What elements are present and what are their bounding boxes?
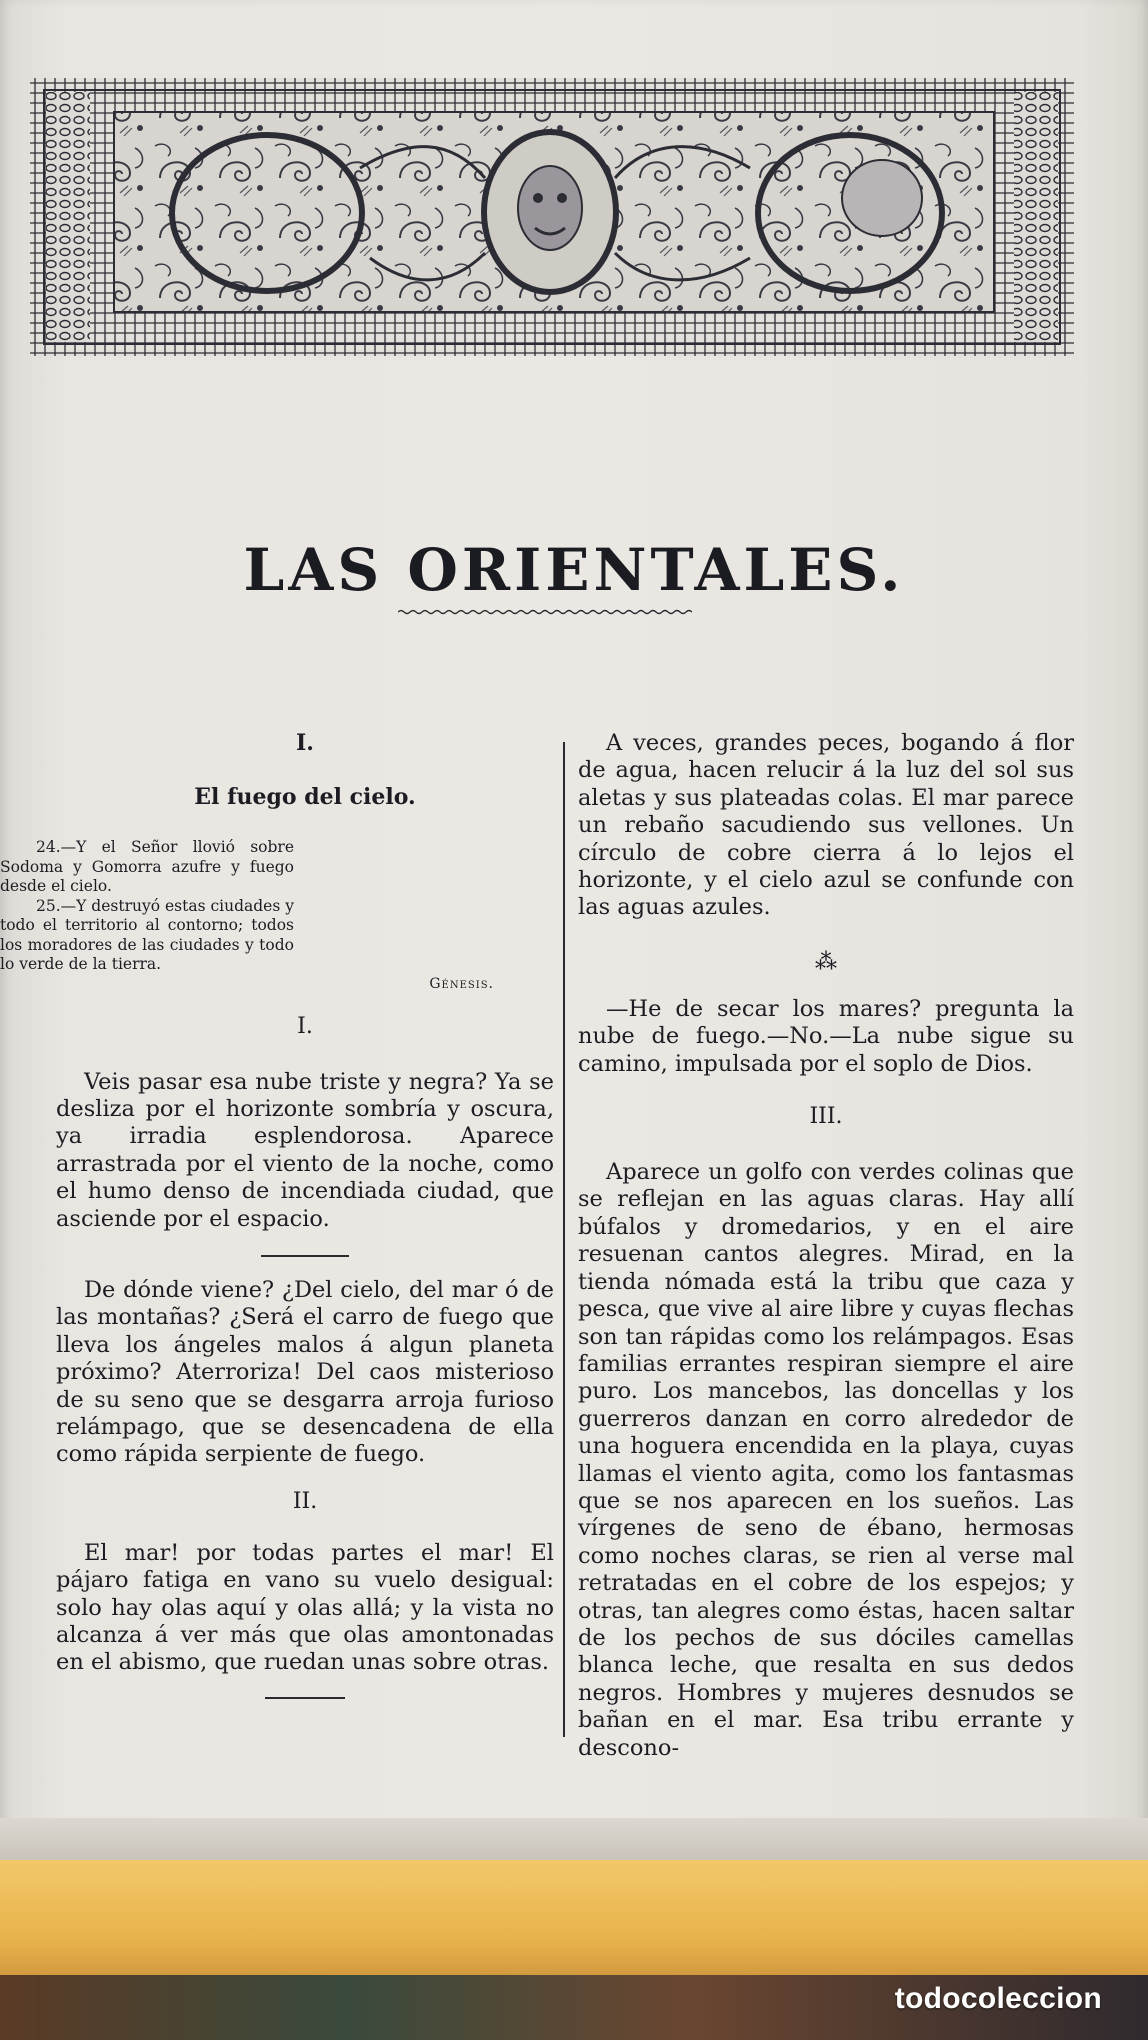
section-paragraph: El mar! por todas partes el mar! El pájaro fatiga en vano su vuelo desigual: solo hay olas aquí y olas allá; y la vista no alcanza á ver más que olas amontonadas en el abismo, que ruedan unas sobre otras. [56,1539,554,1676]
section-label: II. [292,1488,318,1514]
epigraph-verse: 25.—Y destruyó estas ciudades y todo el territorio al contorno; todos los moradores de las ciudades y todo lo verde de la tierra. [0,896,294,973]
right-column [578,730,1074,1762]
epigraph [0,838,554,992]
asterism-icon: ⁂ [815,949,837,975]
section-label: I. [297,1013,313,1039]
column-divider [563,742,565,1737]
part-number: I. [296,730,314,756]
page-title: LAS ORIENTALES. [243,536,905,604]
left-column [0,730,554,1699]
section-divider [265,1697,345,1699]
ornamental-header-icon [30,78,1074,356]
paragraph: De dónde viene? ¿Del cielo, del mar ó de las montañas? ¿Será el carro de fuego que lleva los ángeles malos á algun planeta próximo? Aterroriza! Del caos misterioso de su seno que se desgarra arroja furioso relámpago, que se desencadena de ella como rápida serpiente de fuego. [56,1276,554,1468]
paragraph: —He de secar los mares? pregunta la nube de fuego.—No.—La nube sigue su camino, impulsada por el soplo de Dios. [578,995,1074,1077]
paragraph: A veces, grandes peces, bogando á flor de agua, hacen relucir á la luz del sol sus aletas y sus plateadas colas. El mar parece un rebaño sacudiendo sus vellones. Un círculo de cobre cierra á lo lejos el horizonte, y el cielo azul se confunde con las aguas azules. [578,730,1074,921]
epigraph-verse: 24.—Y el Señor llovió sobre Sodoma y Gomorra azufre y fuego desde el cielo. [0,838,294,895]
title-underline [398,608,692,616]
section-paragraph: Aparece un golfo con verdes colinas que se reflejan en las aguas claras. Hay allí búfalos y dromedarios, y en el aire resuenan cantos alegres. Mirad, en la tienda nómada está la tribu que caza y pesca, que vive al aire libre y cuyas flechas son tan rápidas como los relámpagos. Esas familias errantes respiran siempre el aire puro. Los mancebos, las doncellas y los guerreros danzan en corro alrededor de una hoguera encendida en la playa, cuyas llamas el viento agita, como los fantasmas que se nos aparecen en los sueños. Las vírgenes de seno de ébano, hermosas como noches claras, se rien al verse mal retratadas en el cobre de los espejos; y otras, tan alegres como éstas, hacen saltar de los pechos de sus dóciles camellas blanca leche, que resalta en sus dedos negros. Hombres y mujeres desnudos se bañan en el mar. Esa tribu errante y descono- [578,1159,1074,1761]
part-title: El fuego del cielo. [194,784,416,810]
section-label: III. [809,1104,843,1130]
section-paragraph: Veis pasar esa nube triste y negra? Ya se desliza por el horizonte sombría y oscura, ya irradia esplendorosa. Aparece arrastrada por el viento de la noche, como el humo denso de incendiada ciudad, que asciende por el espacio. [56,1068,554,1232]
epigraph-source: Génesis. [429,975,494,992]
section-divider [261,1255,349,1257]
page-edge [0,1818,1148,1860]
watermark-logo: todocoleccion [894,1982,1102,2015]
